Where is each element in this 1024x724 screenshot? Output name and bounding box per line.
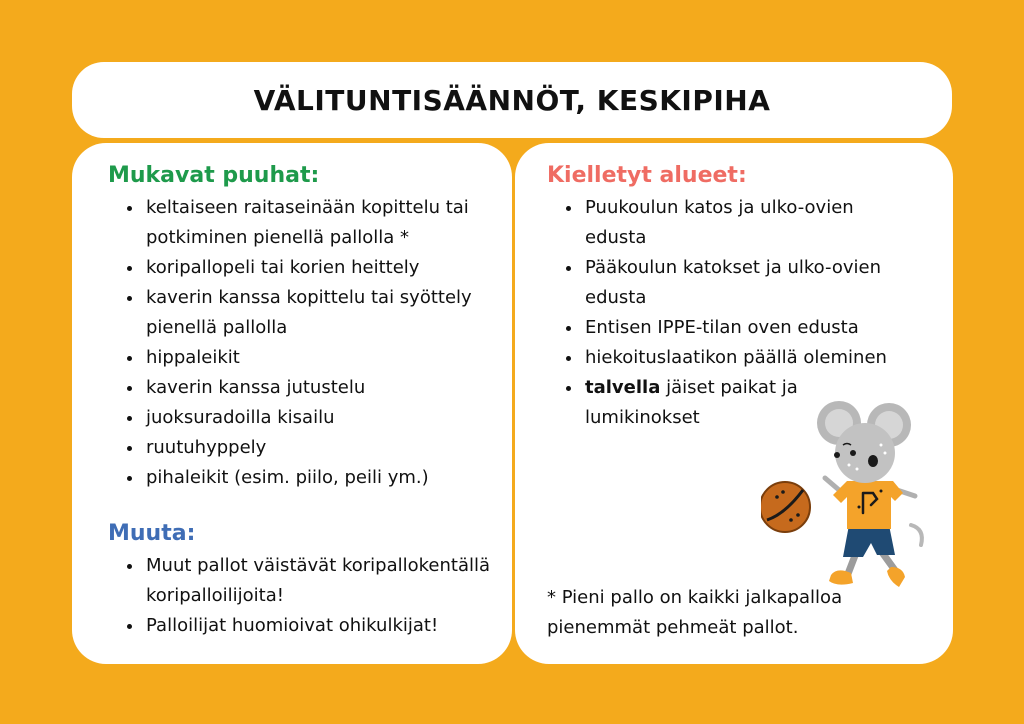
title-bar [72, 62, 952, 138]
right-card [515, 143, 953, 664]
bold-word: talvella [585, 377, 661, 398]
other-heading: Muuta: [108, 521, 196, 546]
page-title: VÄLITUNTISÄÄNNÖT, KESKIPIHA [253, 83, 771, 117]
footnote: * Pieni pallo on kaikki jalkapalloa pienemmät pehmeät pallot. [547, 587, 843, 638]
left-card [72, 143, 512, 664]
list-item: • Entisen IPPE-tilan oven edusta [583, 313, 913, 343]
fun-list [108, 193, 492, 493]
fun-heading: Mukavat puuhat: [108, 163, 320, 188]
list-item: • hiekoituslaatikon päällä oleminen [583, 343, 913, 373]
list-item-rest: jäiset paikat ja lumikinokset [585, 377, 798, 428]
list-item: • Pääkoulun katokset ja ulko-ovien edusta [583, 253, 913, 313]
list-item: • juoksuradoilla kisailu [144, 403, 492, 433]
other-list [108, 551, 492, 641]
mouse-with-basketball-icon [761, 395, 931, 600]
list-item: • hippaleikit [144, 343, 492, 373]
list-item: • keltaiseen raitaseinään kopittelu tai potkiminen pienellä pallolla * [144, 193, 492, 253]
list-item: • Puukoulun katos ja ulko-ovien edusta [583, 193, 913, 253]
list-item: • koripallopeli tai korien heittely [144, 253, 492, 283]
list-item: • pihaleikit (esim. piilo, peili ym.) [144, 463, 492, 493]
forbidden-heading: Kielletyt alueet: [547, 163, 747, 188]
list-item: • ruutuhyppely [144, 433, 492, 463]
list-item: • kaverin kanssa jutustelu [144, 373, 492, 403]
list-item: • kaverin kanssa kopittelu tai syöttely pienellä pallolla [144, 283, 492, 343]
list-item: • Muut pallot väistävät koripallokentällä koripalloilijoita! [144, 551, 492, 611]
list-item: • Palloilijat huomioivat ohikulkijat! [144, 611, 492, 641]
